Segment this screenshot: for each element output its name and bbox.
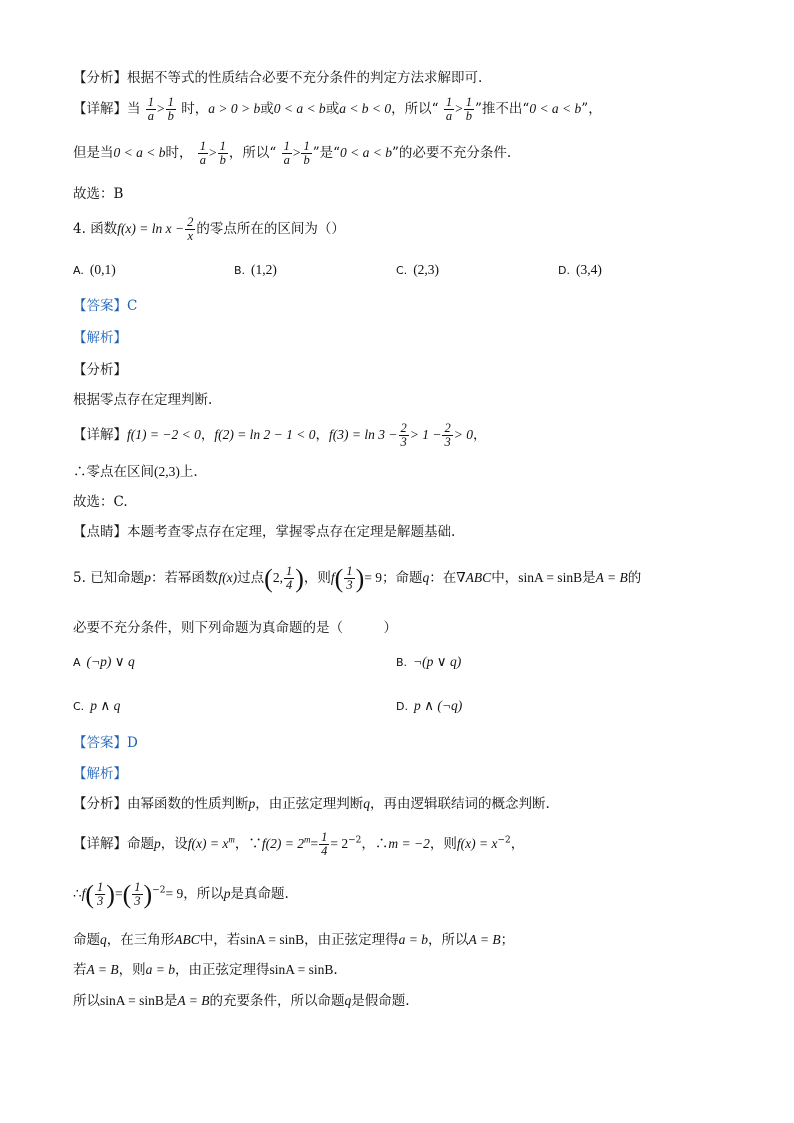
q4-detail: 【详解】f(1) = −2 < 0，f(2) = ln 2 − 1 < 0，f(3) = ln 3 − $\frac{2}{3}$ > 1 − $\frac{2}{3}$ > 0， [73, 421, 487, 450]
q5-detail-1: 【详解】命题p，设$f(x) = x^m$，∵f(2) = $2^m=$ $\frac{1}{4}$ = $2^{-2}$，∴m = −2，则$f(x) = x^{-2}$， [73, 830, 525, 859]
fraction-1-over-b: $\frac{1}{b}$ [167, 95, 174, 124]
q5-detail-2: ∴f( $\frac{1}{3}$ )=( $\frac{1}{3}$ )$^{-2}$= 9，所以p是真命题. [73, 879, 289, 909]
fraction-1-over-a: $\frac{1}{a}$ [147, 95, 155, 124]
question-4: 4. 函数f(x) = ln x − $\frac{2}{x}$ 的零点所在的区间为（） [73, 215, 345, 244]
q4-option-a[interactable]: A. (0,1) [73, 262, 116, 277]
question-5: 5. 已知命题p：若幂函数f(x)过点(2, $\frac{1}{4}$ )，则f( $\frac{1}{3}$ )= 9；命题q：在∇ABC中，sinA = sinB是A = B的 [73, 563, 642, 593]
q5-q-line-2: 若A = B，则a = b，由正弦定理得sinA = sinB. [73, 962, 338, 978]
q5-jiexi: 【解析】 [73, 766, 127, 782]
q5-option-a[interactable]: A (¬p) ∨ q [73, 654, 135, 669]
q5-option-b[interactable]: B. ¬(p ∨ q) [396, 654, 462, 669]
q5-q-line-1: 命题q，在三角形ABC中，若sinA = sinB，由正弦定理得a = b，所以A = B； [73, 932, 515, 948]
q4-answer: 【答案】C [73, 298, 138, 314]
q5-fenxi: 【分析】由幂函数的性质判断p，由正弦定理判断q，再由逻辑联结词的概念判断. [73, 796, 550, 812]
q4-select: 故选：C. [73, 494, 128, 510]
analysis-tag: 【分析】 [73, 70, 127, 86]
analysis-line: 【分析】根据不等式的性质结合必要不充分条件的判定方法求解即可. [73, 70, 483, 86]
q4-conclusion: ∴零点在区间(2,3)上. [73, 464, 198, 480]
detail-line-1: 【详解】当 $\frac{1}{a}$ > $\frac{1}{b}$ 时，a > 0 > b或0 < a < b或a < b < 0，所以“ $\frac{1}{a}$ > $\frac{1}{b}$ ”推不出“0 < a < b”， [73, 95, 602, 124]
q5-option-c[interactable]: C. p ∧ q [73, 698, 121, 713]
q4-option-c[interactable]: C. (2,3) [396, 262, 440, 277]
q5-option-d[interactable]: D. p ∧ (¬q) [396, 698, 463, 713]
q5-answer: 【答案】D [73, 735, 138, 751]
detail-line-2: 但是当0 < a < b时， $\frac{1}{a}$ > $\frac{1}{b}$ ，所以“ $\frac{1}{a}$ > $\frac{1}{b}$ ”是“0 < a < b”的必要不充分条件. [73, 139, 512, 168]
q4-option-b[interactable]: B. (1,2) [234, 262, 277, 277]
q5-q-line-3: 所以sinA = sinB是A = B的充要条件，所以命题q是假命题. [73, 993, 410, 1009]
q4-dianjing: 【点睛】本题考查零点存在定理，掌握零点存在定理是解题基础. [73, 524, 456, 540]
q4-option-d[interactable]: D. (3,4) [558, 262, 602, 277]
question-5-cont: 必要不充分条件，则下列命题为真命题的是（ ） [73, 620, 397, 636]
answer-select-b: 故选：B [73, 186, 124, 202]
q4-fenxi: 【分析】 [73, 362, 127, 378]
q4-jiexi: 【解析】 [73, 330, 127, 346]
q4-fenxi-text: 根据零点存在定理判断. [73, 392, 213, 408]
